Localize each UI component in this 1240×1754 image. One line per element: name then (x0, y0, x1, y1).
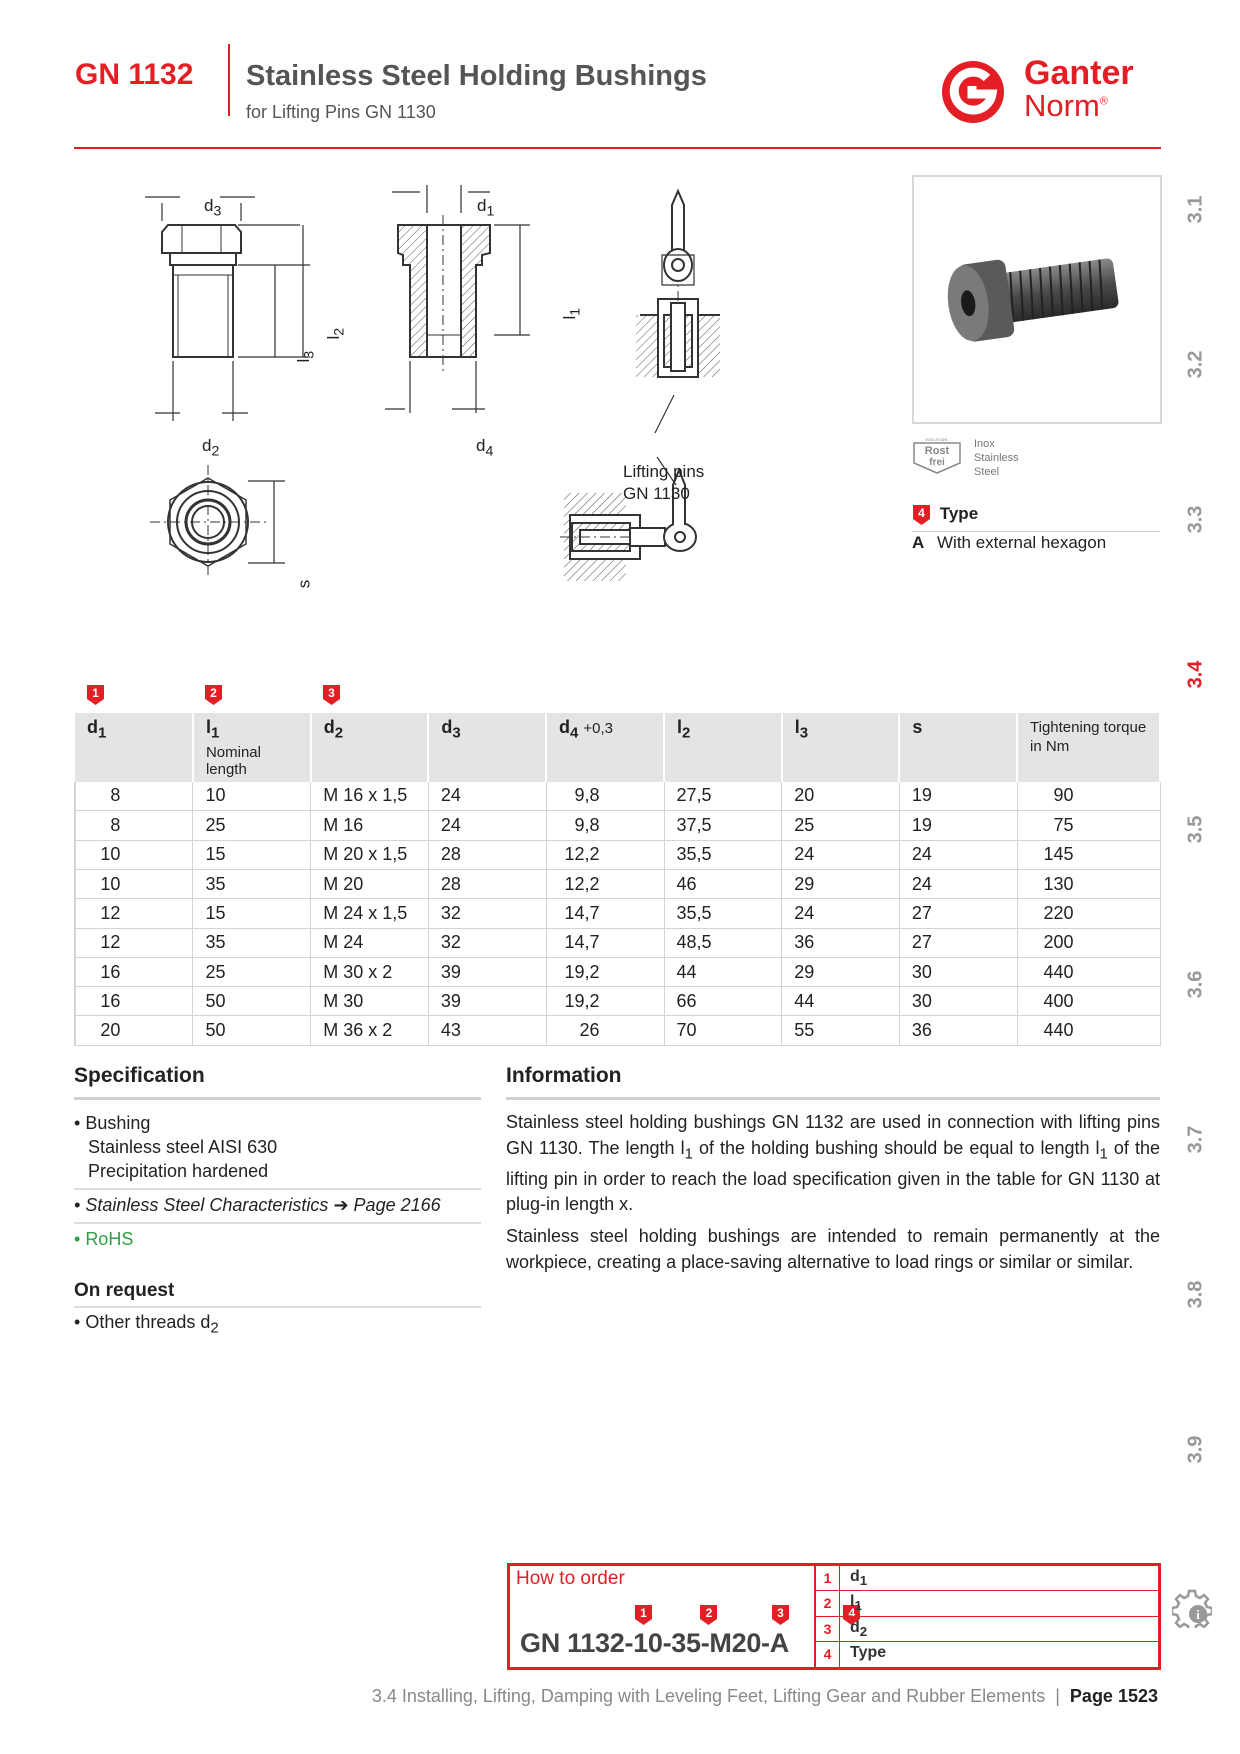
dim-s-label: s (294, 579, 314, 589)
number-badge-icon: 1 (86, 684, 105, 706)
material-legend-text (974, 437, 1019, 479)
table-cell: 25 (193, 811, 311, 840)
table-cell: 24 (428, 811, 546, 840)
table-cell: 220 (1017, 899, 1160, 928)
specification-heading: Specification (74, 1064, 205, 1087)
svg-text:Rost: Rost (924, 445, 950, 457)
number-badge-icon: 2 (204, 684, 223, 706)
dim-l1-label: $l_1$ (560, 307, 584, 320)
table-cell: 8 (75, 782, 193, 811)
table-cell: 27,5 (664, 782, 782, 811)
number-badge-icon: 2 (699, 1604, 718, 1626)
dimension-table (74, 713, 1161, 1046)
table-cell: 10 (75, 840, 193, 869)
column-badges (74, 684, 1161, 708)
table-row (75, 987, 1160, 1016)
table-cell: 200 (1017, 928, 1160, 957)
on-request-rule (74, 1306, 481, 1308)
side-view-bushing (162, 225, 241, 357)
technical-drawing (140, 185, 820, 665)
table-cell: 25 (193, 957, 311, 986)
table-cell: 10 (193, 782, 311, 811)
dim-d2-label: $d_2$ (202, 436, 220, 460)
table-cell: 36 (782, 928, 900, 957)
type-heading-text: Type (939, 504, 979, 524)
table-cell: 440 (1017, 1016, 1160, 1045)
table-cell: 15 (193, 899, 311, 928)
svg-text:i: i (1196, 1607, 1200, 1622)
table-cell: 12 (75, 899, 193, 928)
table-cell: 130 (1017, 869, 1160, 898)
table-cell: 55 (782, 1016, 900, 1045)
number-badge-icon: 3 (771, 1604, 790, 1626)
type-label: With external hexagon (937, 533, 1107, 552)
how-to-order-title: How to order (516, 1568, 625, 1589)
table-cell: 24 (899, 840, 1017, 869)
top-view-bushing (150, 465, 266, 579)
table-cell: 28 (428, 840, 546, 869)
table-cell: 19 (899, 782, 1017, 811)
table-cell: 35,5 (664, 840, 782, 869)
table-cell: 39 (428, 957, 546, 986)
order-legend-number: 3 (816, 1617, 840, 1641)
ganter-logo-icon (938, 56, 1008, 126)
information-paragraph-2: Stainless steel holding bushings are intended to remain permanently at the workpiece, creating a place-saving alternative to load rings or similar or similar. (506, 1226, 1160, 1272)
table-cell: M 30 (311, 987, 429, 1016)
dim-d1-label: $d_1$ (477, 196, 495, 220)
type-legend-row (912, 533, 1106, 553)
table-cell: 26 (546, 1016, 664, 1045)
table-cell: 145 (1017, 840, 1160, 869)
order-legend-number: 4 (816, 1642, 840, 1667)
information-heading: Information (506, 1064, 622, 1087)
table-cell: 36 (899, 1016, 1017, 1045)
table-cell: 24 (782, 899, 900, 928)
order-code: GN 1132-10-35-M20-A (520, 1628, 789, 1658)
table-cell: 46 (664, 869, 782, 898)
table-cell: 90 (1017, 782, 1160, 811)
table-row (75, 899, 1160, 928)
order-legend-table (816, 1566, 1158, 1667)
table-cell: 48,5 (664, 928, 782, 957)
table-cell: 27 (899, 928, 1017, 957)
number-badge-icon: 4 (912, 504, 931, 526)
table-cell: 50 (193, 1016, 311, 1045)
table-cell: 14,7 (546, 928, 664, 957)
specification-rule (74, 1097, 481, 1100)
table-cell: 29 (782, 957, 900, 986)
header-separator (228, 44, 230, 116)
chapter-3-7[interactable]: 3.7 (1184, 1125, 1207, 1154)
table-cell: 25 (782, 811, 900, 840)
table-cell: 66 (664, 987, 782, 1016)
table-cell: 75 (1017, 811, 1160, 840)
table-cell: 35,5 (664, 899, 782, 928)
table-cell: 37,5 (664, 811, 782, 840)
product-photo (912, 175, 1162, 424)
table-cell: 20 (782, 782, 900, 811)
table-cell: 30 (899, 987, 1017, 1016)
chapter-3-1[interactable]: 3.1 (1184, 195, 1207, 224)
dim-d4-label: $d_4$ (476, 436, 494, 460)
chapter-3-4-active[interactable]: 3.4 (1184, 660, 1207, 689)
bushing-photo-icon (914, 177, 1160, 422)
order-legend-row (816, 1617, 1158, 1642)
table-cell: 19 (899, 811, 1017, 840)
product-code: GN 1132 (75, 58, 194, 91)
table-cell: 29 (782, 869, 900, 898)
header-s: s (899, 713, 1017, 782)
table-cell: 9,8 (546, 811, 664, 840)
number-badge-icon: 4 (842, 1604, 861, 1626)
lifting-pin-assembly-vertical (636, 191, 720, 433)
specification-list (74, 1108, 481, 1256)
lifting-pins-label-1: Lifting pins (623, 462, 705, 481)
header-d4: $d_4 +0,3$ (546, 713, 664, 782)
dim-l2-label: $l_2$ (324, 327, 348, 340)
table-cell: 12 (75, 928, 193, 957)
stainless-label: Stainless (974, 452, 1019, 464)
order-legend-number: 1 (816, 1566, 840, 1590)
on-request-heading: On request (74, 1280, 175, 1301)
lifting-pins-label-2: GN 1130 (623, 484, 690, 503)
order-legend-number: 2 (816, 1591, 840, 1615)
brand-name-ganter: Ganter (1024, 54, 1134, 92)
order-legend-row (816, 1566, 1158, 1591)
table-cell: M 20 (311, 869, 429, 898)
table-row (75, 957, 1160, 986)
header-l3: $l_3$ (782, 713, 900, 782)
spec-item-bushing: • Bushing Stainless steel AISI 630 Precipitation hardened (74, 1108, 481, 1190)
information-paragraph-1: Stainless steel holding bushings GN 1132 are used in connection with lifting pins GN 1130. The length $l_1$ of the holding bushing should be equal to length $l_1$ of the lifting pin in order to reach the load specification given in the table for GN 1130 at plug-in length x. (506, 1112, 1160, 1215)
order-legend-row (816, 1642, 1158, 1667)
order-legend-label: $d_1$ (850, 1568, 868, 1589)
table-row (75, 928, 1160, 957)
page-footer: 3.4 Installing, Lifting, Damping with Leveling Feet, Lifting Gear and Rubber Elements | Page 1523 (371, 1686, 1158, 1706)
table-cell: 27 (899, 899, 1017, 928)
dim-l3-label: $l_3$ (294, 350, 318, 363)
table-cell: 12,2 (546, 869, 664, 898)
table-cell: 24 (899, 869, 1017, 898)
page-number: Page 1523 (1069, 1686, 1158, 1706)
order-legend-label: $d_2$ (850, 1618, 868, 1639)
chapter-3-5[interactable]: 3.5 (1184, 815, 1207, 844)
table-cell: 44 (664, 957, 782, 986)
order-legend-label: $l_1$ (850, 1593, 862, 1614)
table-cell: 400 (1017, 987, 1160, 1016)
table-cell: 30 (899, 957, 1017, 986)
header-d2: $d_2$ (311, 713, 429, 782)
spec-item-rohs: • RoHS (74, 1229, 134, 1249)
on-request-item: • Other threads $d_2$ (74, 1312, 219, 1337)
type-key: A (912, 533, 925, 552)
header-l1: $l_1$ Nominal length (193, 713, 311, 782)
table-cell: 28 (428, 869, 546, 898)
svg-text:EDELSTAHL: EDELSTAHL (925, 437, 949, 442)
table-cell: 12,2 (546, 840, 664, 869)
table-header-row (75, 713, 1160, 782)
table-cell: 44 (782, 987, 900, 1016)
header-d3: $d_3$ (428, 713, 546, 782)
inox-label: Inox (974, 438, 995, 450)
table-row (75, 1016, 1160, 1045)
header-d1: $d_1$ (75, 713, 193, 782)
table-cell: M 16 x 1,5 (311, 782, 429, 811)
chapter-3-9[interactable]: 3.9 (1184, 1435, 1207, 1464)
type-legend-heading (912, 504, 978, 526)
table-cell: M 24 (311, 928, 429, 957)
table-cell: 19,2 (546, 987, 664, 1016)
order-legend-label: Type (850, 1644, 887, 1662)
table-cell: 39 (428, 987, 546, 1016)
table-row (75, 840, 1160, 869)
table-cell: 20 (75, 1016, 193, 1045)
table-cell: 32 (428, 899, 546, 928)
table-row (75, 869, 1160, 898)
table-cell: M 20 x 1,5 (311, 840, 429, 869)
page-title: Stainless Steel Holding Bushings (246, 60, 707, 92)
number-badge-icon: 3 (322, 684, 341, 706)
table-cell: 9,8 (546, 782, 664, 811)
table-cell: 43 (428, 1016, 546, 1045)
table-cell: 16 (75, 957, 193, 986)
dim-d3-label: $d_3$ (204, 196, 222, 220)
gear-info-icon[interactable] (1172, 1588, 1212, 1628)
chapter-3-2[interactable]: 3.2 (1184, 350, 1207, 379)
table-cell: M 36 x 2 (311, 1016, 429, 1045)
order-legend-row (816, 1591, 1158, 1616)
table-cell: 10 (75, 869, 193, 898)
table-cell: 24 (782, 840, 900, 869)
brand-name-norm (1024, 88, 1108, 124)
rostfrei-stamp-icon (912, 437, 962, 475)
table-cell: 35 (193, 869, 311, 898)
table-cell: 440 (1017, 957, 1160, 986)
header-rule (74, 147, 1161, 149)
table-row (75, 782, 1160, 811)
table-cell: M 24 x 1,5 (311, 899, 429, 928)
steel-label: Steel (974, 466, 1000, 478)
svg-text:frei: frei (929, 457, 945, 468)
table-cell: 70 (664, 1016, 782, 1045)
header-torque: Tightening torque in Nm (1017, 713, 1160, 782)
page-subtitle: for Lifting Pins GN 1130 (246, 102, 436, 122)
header-l2: $l_2$ (664, 713, 782, 782)
table-row (75, 811, 1160, 840)
brand-norm-text: Norm (1024, 88, 1100, 123)
type-legend-rule (912, 531, 1160, 532)
information-rule (506, 1097, 1160, 1100)
spec-item-characteristics-link[interactable]: • Stainless Steel Characteristics ➔ Page 2166 (74, 1190, 481, 1224)
table-cell: M 30 x 2 (311, 957, 429, 986)
chapter-3-3[interactable]: 3.3 (1184, 505, 1207, 534)
table-cell: 24 (428, 782, 546, 811)
chapter-3-8[interactable]: 3.8 (1184, 1280, 1207, 1309)
table-cell: 50 (193, 987, 311, 1016)
table-cell: 15 (193, 840, 311, 869)
number-badge-icon: 1 (634, 1604, 653, 1626)
table-cell: M 16 (311, 811, 429, 840)
table-cell: 32 (428, 928, 546, 957)
registered-mark: ® (1099, 95, 1108, 108)
chapter-3-6[interactable]: 3.6 (1184, 970, 1207, 999)
section-view-bushing (398, 215, 490, 371)
table-cell: 16 (75, 987, 193, 1016)
table-cell: 14,7 (546, 899, 664, 928)
table-cell: 35 (193, 928, 311, 957)
table-cell: 8 (75, 811, 193, 840)
table-cell: 19,2 (546, 957, 664, 986)
